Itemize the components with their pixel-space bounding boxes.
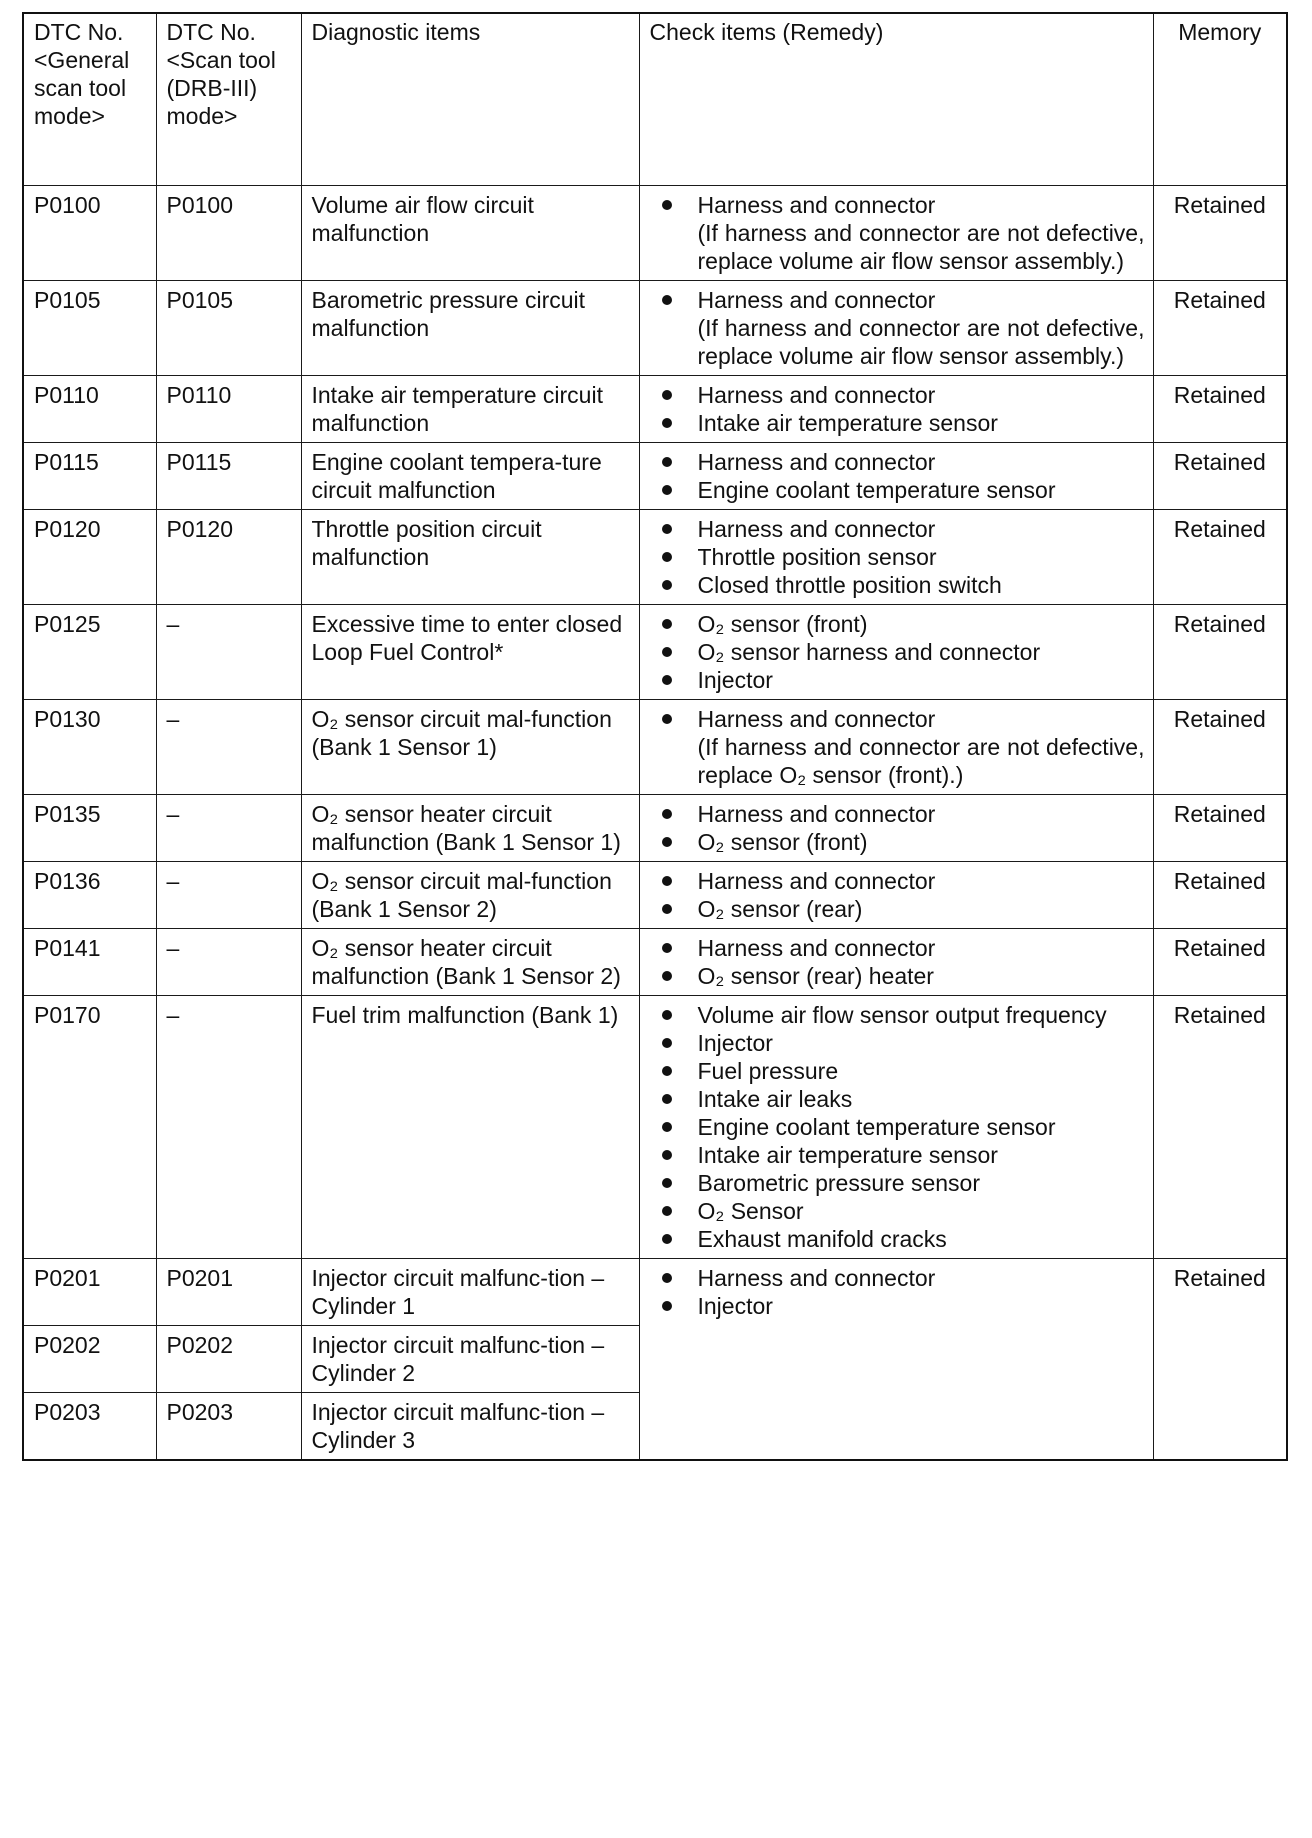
dtc-scan-cell: – [156,604,301,699]
diagnostic-item-cell: O₂ sensor circuit mal-function (Bank 1 Sensor 2) [301,861,639,928]
dtc-scan-cell: P0115 [156,442,301,509]
check-item [652,705,1145,789]
check-item [652,1029,1145,1057]
check-item [652,1169,1145,1197]
check-item-text: O₂ sensor (front) [697,828,868,855]
bullet-icon [652,1001,698,1029]
bullet-icon [652,800,698,828]
diagnostic-item-cell: Injector circuit malfunc-tion – Cylinder 2 [301,1325,639,1392]
check-items-cell [639,794,1153,861]
bullet-icon [652,476,698,504]
dtc-general-cell: P0125 [23,604,156,699]
check-item [652,448,1145,476]
diagnostic-item-cell: O₂ sensor circuit mal-function (Bank 1 Sensor 1) [301,699,639,794]
bullet-icon [652,1197,698,1225]
dtc-general-cell: P0203 [23,1392,156,1460]
table-row [23,509,1287,604]
dtc-scan-cell: – [156,794,301,861]
diagnostic-item-cell: Volume air flow circuit malfunction [301,185,639,280]
check-item-text: Injector [697,1292,773,1319]
check-item [652,1141,1145,1169]
memory-cell: Retained [1153,861,1287,928]
bullet-icon [652,1169,698,1197]
dtc-scan-cell: – [156,928,301,995]
dtc-scan-cell: – [156,699,301,794]
dtc-general-cell: P0110 [23,375,156,442]
diagnostic-item-cell: O₂ sensor heater circuit malfunction (Bank 1 Sensor 2) [301,928,639,995]
bullet-icon [652,571,698,599]
check-item [652,867,1145,895]
bullet-icon [652,381,698,409]
check-item-text: Intake air leaks [697,1085,853,1112]
check-item-text: Harness and connector [697,381,936,408]
bullet-icon [652,867,698,895]
bullet-icon [652,1225,698,1253]
check-item-text: O₂ Sensor [697,1197,804,1224]
check-item-text: O₂ sensor (rear) heater [697,962,934,989]
bullet-icon [652,1057,698,1085]
bullet-icon [652,448,698,476]
dtc-general-cell: P0201 [23,1258,156,1325]
check-item-text: Injector [697,666,773,693]
memory-cell: Retained [1153,794,1287,861]
memory-cell: Retained [1153,928,1287,995]
bullet-icon [652,828,698,856]
memory-cell: Retained [1153,442,1287,509]
bullet-icon [652,895,698,923]
table-row [23,995,1287,1258]
check-item-note: (If harness and connector are not defective, replace volume air flow sensor assembly.) [697,219,1145,274]
check-item-text: Harness and connector [697,934,936,961]
dtc-scan-cell: P0202 [156,1325,301,1392]
dtc-general-cell: P0135 [23,794,156,861]
check-item [652,286,1145,370]
diagnostic-item-cell: Injector circuit malfunc-tion – Cylinder 1 [301,1258,639,1325]
check-item-text: Barometric pressure sensor [697,1169,980,1196]
check-item-text: Fuel pressure [697,1057,839,1084]
check-item-text: Harness and connector [697,1264,936,1291]
check-item [652,1001,1145,1029]
bullet-icon [652,543,698,571]
dtc-general-cell: P0136 [23,861,156,928]
check-item-text: Engine coolant temperature sensor [697,476,1056,503]
dtc-general-cell: P0141 [23,928,156,995]
bullet-icon [652,962,698,990]
header-dtc-scan: DTC No. <Scan tool (DRB-III) mode> [156,13,301,185]
table-row [23,794,1287,861]
check-items-cell [639,442,1153,509]
check-item [652,1085,1145,1113]
check-item-text: Harness and connector [697,867,936,894]
diagnostic-item-cell: Engine coolant tempera-ture circuit malfunction [301,442,639,509]
check-item [652,191,1145,275]
dtc-scan-cell: P0100 [156,185,301,280]
check-item-text: O₂ sensor (rear) [697,895,863,922]
header-memory: Memory [1153,13,1287,185]
table-row [23,699,1287,794]
check-items-cell [639,604,1153,699]
bullet-icon [652,409,698,437]
check-item [652,1113,1145,1141]
check-item [652,571,1145,599]
check-item-text: O₂ sensor (front) [697,610,868,637]
check-item-text: Engine coolant temperature sensor [697,1113,1056,1140]
dtc-general-cell: P0120 [23,509,156,604]
table-row [23,442,1287,509]
check-items-cell [639,509,1153,604]
check-item [652,1264,1145,1292]
diagnostic-item-cell: Excessive time to enter closed Loop Fuel Control* [301,604,639,699]
header-check-items: Check items (Remedy) [639,13,1153,185]
bullet-icon [652,515,698,543]
check-items-cell [639,928,1153,995]
check-item [652,895,1145,923]
diagnostic-item-cell: Barometric pressure circuit malfunction [301,280,639,375]
dtc-general-cell: P0170 [23,995,156,1258]
memory-cell: Retained [1153,375,1287,442]
check-item [652,409,1145,437]
check-item-text: Exhaust manifold cracks [697,1225,947,1252]
check-item-text: Injector [697,1029,773,1056]
bullet-icon [652,638,698,666]
table-row [23,1258,1287,1325]
check-item-text: Throttle position sensor [697,543,937,570]
memory-cell: Retained [1153,604,1287,699]
check-items-cell [639,375,1153,442]
dtc-general-cell: P0115 [23,442,156,509]
memory-cell: Retained [1153,185,1287,280]
dtc-table [22,12,1288,1461]
bullet-icon [652,705,698,733]
bullet-icon [652,610,698,638]
check-item [652,1225,1145,1253]
check-item-text: Harness and connector [697,705,936,732]
check-item-text: Harness and connector [697,515,936,542]
bullet-icon [652,1292,698,1320]
table-body [23,185,1287,1460]
table-row [23,861,1287,928]
memory-cell: Retained [1153,509,1287,604]
check-item-text: Volume air flow sensor output frequency [697,1001,1107,1028]
diagnostic-item-cell: Injector circuit malfunc-tion – Cylinder 3 [301,1392,639,1460]
bullet-icon [652,666,698,694]
header-row [23,13,1287,185]
header-diagnostic-items: Diagnostic items [301,13,639,185]
dtc-general-cell: P0105 [23,280,156,375]
dtc-scan-cell: P0120 [156,509,301,604]
table-row [23,604,1287,699]
bullet-icon [652,1141,698,1169]
check-item-text: O₂ sensor harness and connector [697,638,1041,665]
check-item [652,828,1145,856]
bullet-icon [652,191,698,219]
dtc-general-cell: P0100 [23,185,156,280]
check-item [652,666,1145,694]
check-item [652,962,1145,990]
diagnostic-item-cell: O₂ sensor heater circuit malfunction (Bank 1 Sensor 1) [301,794,639,861]
check-item-text: Intake air temperature sensor [697,1141,998,1168]
check-item [652,1292,1145,1320]
dtc-general-cell: P0202 [23,1325,156,1392]
diagnostic-item-cell: Intake air temperature circuit malfunction [301,375,639,442]
check-item-text: Harness and connector [697,800,936,827]
table-row [23,928,1287,995]
dtc-general-cell: P0130 [23,699,156,794]
bullet-icon [652,1085,698,1113]
bullet-icon [652,1264,698,1292]
diagnostic-item-cell: Fuel trim malfunction (Bank 1) [301,995,639,1258]
diagnostic-item-cell: Throttle position circuit malfunction [301,509,639,604]
bullet-icon [652,286,698,314]
check-item [652,800,1145,828]
header-dtc-general: DTC No. <General scan tool mode> [23,13,156,185]
dtc-scan-cell: P0203 [156,1392,301,1460]
check-item [652,638,1145,666]
bullet-icon [652,934,698,962]
memory-cell: Retained [1153,1258,1287,1460]
check-item [652,543,1145,571]
check-item [652,515,1145,543]
check-item-text: Intake air temperature sensor [697,409,998,436]
check-items-cell [639,185,1153,280]
bullet-icon [652,1029,698,1057]
dtc-scan-cell: P0110 [156,375,301,442]
check-item [652,1057,1145,1085]
table-row [23,375,1287,442]
check-items-cell [639,699,1153,794]
check-item [652,610,1145,638]
bullet-icon [652,1113,698,1141]
document-page [22,12,1286,1461]
check-items-cell [639,280,1153,375]
check-item-text: Harness and connector [697,286,936,313]
table-row [23,280,1287,375]
memory-cell: Retained [1153,699,1287,794]
table-row [23,185,1287,280]
dtc-scan-cell: P0201 [156,1258,301,1325]
check-items-cell [639,861,1153,928]
dtc-scan-cell: – [156,995,301,1258]
check-item [652,381,1145,409]
check-item [652,934,1145,962]
check-item-text: Harness and connector [697,448,936,475]
check-item [652,476,1145,504]
check-items-cell [639,1258,1153,1460]
check-item [652,1197,1145,1225]
memory-cell: Retained [1153,280,1287,375]
check-item-note: (If harness and connector are not defective, replace volume air flow sensor assembly.) [697,314,1145,369]
memory-cell: Retained [1153,995,1287,1258]
dtc-scan-cell: – [156,861,301,928]
check-items-cell [639,995,1153,1258]
check-item-note: (If harness and connector are not defective, replace O₂ sensor (front).) [697,733,1145,788]
check-item-text: Harness and connector [697,191,936,218]
dtc-scan-cell: P0105 [156,280,301,375]
check-item-text: Closed throttle position switch [697,571,1002,598]
